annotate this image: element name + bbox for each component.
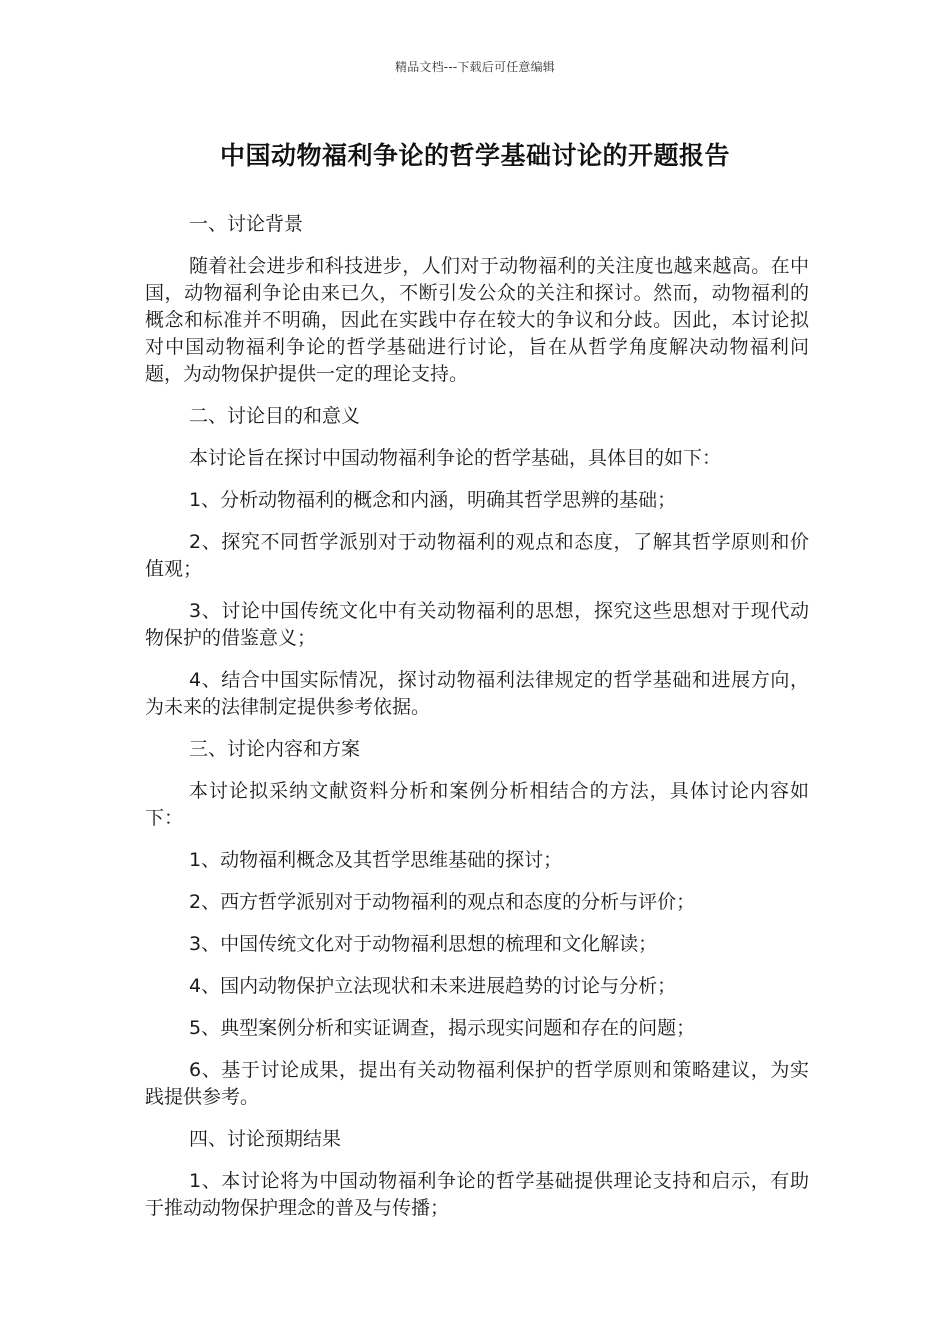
list-item-expected-1: 1、本讨论将为中国动物福利争论的哲学基础提供理论支持和启示，有助于推动动物保护理念的普及与传播； bbox=[145, 1170, 809, 1219]
list-item-content-4: 4、国内动物保护立法现状和未来进展趋势的讨论与分析； bbox=[189, 975, 677, 997]
list-item-purpose-2: 2、探究不同哲学派别对于动物福利的观点和态度，了解其哲学原则和价值观； bbox=[145, 531, 809, 580]
paragraph-purpose-intro: 本讨论旨在探讨中国动物福利争论的哲学基础，具体目的如下： bbox=[189, 447, 722, 469]
list-item-content-3: 3、中国传统文化对于动物福利思想的梳理和文化解读； bbox=[189, 933, 658, 955]
section-heading-purpose: 二、讨论目的和意义 bbox=[189, 405, 361, 427]
list-item-purpose-1: 1、分析动物福利的概念和内涵，明确其哲学思辨的基础； bbox=[189, 489, 677, 511]
document-body bbox=[145, 211, 809, 1237]
list-item-content-6: 6、基于讨论成果，提出有关动物福利保护的哲学原则和策略建议，为实践提供参考。 bbox=[145, 1059, 809, 1108]
document-title: 中国动物福利争论的哲学基础讨论的开题报告 bbox=[219, 141, 730, 170]
section-heading-background: 一、讨论背景 bbox=[189, 213, 304, 235]
section-heading-expected: 四、讨论预期结果 bbox=[189, 1128, 342, 1150]
paragraph-background: 随着社会进步和科技进步，人们对于动物福利的关注度也越来越高。在中国，动物福利争论由来已久，不断引发公众的关注和探讨。然而，动物福利的概念和标准并不明确，因此在实践中存在较大的争议和分歧。因此，本讨论拟对中国动物福利争论的哲学基础进行讨论，旨在从哲学角度解决动物福利问题，为动物保护提供一定的理论支持。 bbox=[145, 255, 809, 385]
paragraph-content-intro: 本讨论拟采纳文献资料分析和案例分析相结合的方法，具体讨论内容如下： bbox=[145, 780, 809, 829]
section-heading-content: 三、讨论内容和方案 bbox=[189, 738, 361, 760]
list-item-content-2: 2、西方哲学派别对于动物福利的观点和态度的分析与评价； bbox=[189, 891, 696, 913]
list-item-content-1: 1、动物福利概念及其哲学思维基础的探讨； bbox=[189, 849, 563, 871]
list-item-content-5: 5、典型案例分析和实证调查，揭示现实问题和存在的问题； bbox=[189, 1017, 696, 1039]
list-item-purpose-4: 4、结合中国实际情况，探讨动物福利法律规定的哲学基础和进展方向，为未来的法律制定提供参考依据。 bbox=[145, 669, 809, 718]
list-item-purpose-3: 3、讨论中国传统文化中有关动物福利的思想，探究这些思想对于现代动物保护的借鉴意义； bbox=[145, 600, 809, 649]
header-note: 精品文档---下载后可任意编辑 bbox=[395, 60, 555, 74]
